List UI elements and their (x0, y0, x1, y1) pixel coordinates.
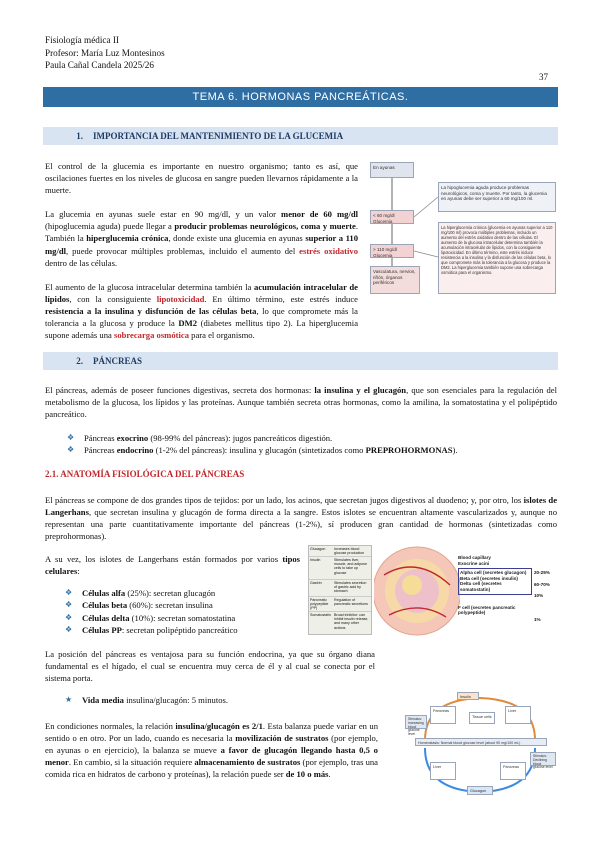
text-run: . (328, 769, 331, 780)
paragraph-relacion (45, 720, 378, 780)
node-liver-top: Liver (505, 706, 531, 724)
diagram-box-hipoglucemia: < 60 mg/dl Glucemia (370, 210, 414, 224)
text-run-bold: hiperglucemia crónica (86, 233, 169, 244)
cell-description: (10%): secretan somatostatina (129, 612, 236, 623)
text-run: (por ejemplo, tras una comida rica en hidratos de carbono y proteínas), la relación puede ser (45, 757, 378, 780)
section-2-header (43, 352, 558, 370)
half-life-list (65, 694, 375, 706)
paragraph-glucemia-control: El control de la glucemia es importante en nuestro organismo; tanto es así, que oscilaciones fuertes en los niveles de glucosa en sangre pueden llevarnos rápidamente a la muerte. (45, 161, 358, 196)
text-run: (por ejemplo, en ayunas o en ejercicio), la balanza se mueve (45, 733, 378, 756)
section-2-title: PÁNCREAS (93, 356, 143, 366)
text-run-bold: producir problemas neurológicos, coma y muerte (174, 221, 356, 232)
islet-figure (308, 545, 558, 637)
list-item (65, 612, 300, 624)
text-run-bold: almacenamiento de sustratos (194, 757, 301, 768)
diamond-bullet-icon: ❖ (65, 588, 73, 598)
node-insulin: Insulin (457, 692, 479, 700)
list-item (67, 432, 557, 444)
text-run-bold: insulina/glucagón es 2/1 (175, 721, 263, 731)
cell-description: (60%): secretan insulina (127, 600, 213, 611)
text-run-bold: PREPROHORMONAS (365, 445, 453, 456)
list-item (65, 624, 300, 636)
text-run: (1-2% del páncreas): insulina y glucagón (sintetizados como (153, 445, 366, 456)
section-1-header (43, 127, 558, 145)
paragraph-tipos-celulares (45, 553, 300, 577)
table-cell: Increases blood glucose production (334, 547, 365, 556)
text-run-bold: exocrino (116, 433, 149, 444)
percent-alpha: 20-25% (534, 570, 550, 575)
list-item (65, 599, 300, 611)
text-run: para el organismo. (189, 330, 255, 341)
professor-line: Profesor: María Luz Montesinos (45, 47, 165, 58)
legend-label-f-cell: F cell (secretes pancreatic polypeptide) (458, 604, 516, 616)
document-header (45, 34, 165, 72)
section-1-title: IMPORTANCIA DEL MANTENIMIENTO DE LA GLUCEMIA (93, 131, 344, 141)
diagram-box-organos: Vasculatura, nervios, riñón, órganos periféricos (370, 266, 420, 294)
text-run: (hipoglucemia aguda) puede llegar a (45, 221, 175, 232)
text-run-bold: acumulación intracelular de lípidos (45, 281, 358, 304)
text-run: El páncreas, además de poseer funciones digestivas, secreta dos hormonas: (45, 385, 315, 395)
text-run: . También la (45, 221, 359, 244)
hormone-table (308, 545, 372, 635)
diagram-connectors (368, 162, 556, 294)
diagram-note-hiperglucemia: La hiperglucemia crónica (glucemia en ayunas superior a 110 mg/100 ml) provoca múltiples problemas, incluido un aumento del estrés oxidativo dentro de las células. El aumento de la glucosa intracelular determina también la acumulación intracelular de lípidos, con la consiguiente lipotoxicidad. En último término, este estrés induce resistencia a la insulina y la disfunción de las células beta, lo que compromete más la tolerancia a la glucosa y produce la DM2. La hiperglucemia también supone una sobrecarga osmótica para el organismo. (438, 222, 556, 294)
text-run: ). (452, 445, 458, 456)
table-cell: Stimulates liver, muscle, and adipose cells to take up glucose (334, 558, 367, 575)
table-cell: Insulin (310, 558, 321, 562)
diagram-box-ayunas: En ayunas (370, 162, 414, 178)
percent-delta: 10% (534, 593, 544, 599)
glucemia-diagram (368, 162, 556, 294)
list-item (65, 694, 375, 706)
text-run: . En último término, este estrés induce (204, 293, 358, 304)
text-run: Páncreas (84, 445, 117, 456)
text-run: insulina/glucagón: 5 minutos. (123, 695, 229, 706)
section-2-1-cells (45, 553, 300, 636)
node-pancreas-bottom: Pancreas (500, 762, 526, 780)
cell-name: Células PP (82, 624, 122, 635)
table-row (309, 557, 371, 580)
text-run-highlight: lipotoxicidad (156, 293, 205, 304)
stimulus-increasing: Stimulus: Increasing blood glucose level (405, 715, 427, 729)
table-cell: Stimulates secretion of gastric acid by stomach (334, 581, 367, 594)
node-pancreas-top: Pancreas (430, 706, 456, 724)
section-2-body (45, 384, 557, 457)
text-run: . En cambio, si la situación requiere (68, 757, 195, 768)
list-item (65, 587, 300, 599)
author-line: Paula Cañal Candela 2025/26 (45, 60, 154, 70)
section-2-number: 2. (76, 356, 83, 366)
table-cell: Pancreatic polypeptide (PP) (310, 598, 329, 611)
node-liver-bottom: Liver (430, 762, 456, 780)
table-cell: Gastrin (310, 581, 322, 585)
pancreas-types-list (67, 432, 557, 456)
diagram-box-hiperglucemia: > 110 mg/dl Glucemia (370, 244, 414, 258)
text-run-bold: menor de 60 mg/dl (281, 209, 358, 220)
diagram-connector (414, 197, 438, 217)
islet-percents (534, 570, 550, 622)
paragraph-glucemia-ayunas (45, 208, 358, 268)
page-title: TEMA 6. HORMONAS PANCREÁTICAS. (43, 87, 558, 107)
percent-beta: 60-70% (534, 581, 550, 587)
diagram-connector (414, 251, 438, 257)
cell-description: (25%): secretan glucagón (125, 588, 216, 599)
text-run-bold: de 10 o más (285, 769, 329, 780)
text-run: (diabetes mellitus tipo 2). La hiperglucemia supone además una (45, 318, 359, 341)
cell-name: Células beta (82, 600, 128, 611)
glucose-homeostasis-diagram (405, 690, 556, 797)
text-run: (98-99% del páncreas): jugos pancreáticos digestión. (148, 433, 333, 444)
section-2-1-position (45, 648, 375, 706)
text-run: , donde existe una glucemia en ayunas (168, 233, 306, 244)
paragraph-anatomia (45, 494, 557, 542)
cell-name: Células delta (82, 612, 130, 623)
paragraph-posicion: La posición del páncreas es ventajosa para su función endocrina, ya que su órgano diana fundamental es el hígado, el cual se encuentra muy cerca de él y al cual se conecta por el sistema porta. (45, 649, 375, 684)
text-run-bold: Vida media (82, 695, 124, 706)
text-run-bold: islotes de Langerhans (45, 495, 558, 518)
text-run: : (77, 566, 80, 577)
legend-label-delta: Delta cell (secretes somatostatin) (460, 581, 502, 592)
text-run: En condiciones normales, la relación (45, 721, 176, 731)
text-run: El aumento de la glucosa intracelular determina también la (45, 281, 255, 292)
text-run: , que son esenciales para la regulación del metabolismo de la glucosa, los lípidos y las proteínas. Aunque también secreta otras hormonas, como la amilina, la somatostatina y el polipéptido pancreático. (45, 385, 558, 420)
paragraph-pancreas-hormonas (45, 384, 557, 420)
section-2-1-title: 2.1. ANATOMÍA FISIOLÓGICA DEL PÁNCREAS (45, 469, 245, 479)
table-row (309, 612, 371, 634)
course-name: Fisiología médica II (45, 35, 119, 45)
table-cell: Glucagon (310, 547, 326, 551)
islet-delta-region (402, 575, 422, 595)
text-run-bold: a favor de glucagón llegando hasta 0,5 o menor (45, 745, 378, 768)
table-cell: Regulation of pancreatic secretions (334, 598, 368, 607)
legend-label-alpha: Alpha cell (secretes glucagon) (460, 570, 527, 576)
diamond-bullet-icon: ❖ (65, 612, 73, 622)
table-cell: Broad inhibitor: can inhibit insulin release, and many other actions (334, 613, 369, 630)
text-run: La glucemia en ayunas suele estar en 90 mg/dl, y un valor (45, 209, 282, 220)
homeostasis-bar: Homeostasis: Normal blood glucose level (about 90 mg/100 mL) (415, 738, 547, 746)
percent-f: 1% (534, 616, 541, 622)
islet-illustration (374, 545, 460, 637)
node-glucagon: Glucagon (467, 786, 493, 795)
text-run: , con la consiguiente (69, 293, 157, 304)
table-row (309, 597, 371, 612)
text-run-bold: tipos celulares (45, 554, 300, 577)
text-run-bold: DM2 (178, 318, 198, 329)
section-1-number: 1. (76, 131, 83, 141)
cell-name: Células alfa (82, 588, 126, 599)
cell-description: : secretan polipéptido pancreático (121, 624, 238, 635)
table-row (309, 580, 371, 597)
legend-label: Exocrine acini (458, 560, 490, 566)
stimulus-declining: Stimulus: Declining blood glucose level (530, 752, 556, 766)
text-run: , que secretan insulina y glucagón de forma directa a la sangre. Estos islotes se encuentran altamente vascularizados y, aunque no representan una parte cuantitativamente importante del páncreas (1-2%), sí producen gran cantidad de hormonas (sintetizadas como preprohormonas). (45, 507, 557, 542)
text-run-highlight: estrés oxidativo (299, 245, 358, 256)
text-run-bold: resistencia a la insulina y disfunción de las células beta (45, 305, 257, 316)
text-run: , puede provocar múltiples problemas, incluido el aumento del (66, 245, 300, 256)
table-cell: Somatostatin (310, 613, 331, 617)
list-item (67, 444, 557, 456)
diamond-bullet-icon: ❖ (65, 624, 73, 634)
diamond-bullet-icon: ❖ (65, 600, 73, 610)
text-run: , lo que compromete más la tolerancia a la glucosa y produce la (45, 305, 359, 329)
diagram-note-hipoglucemia: La hipoglucemia aguda produce problemas neurológicos, coma y muerte. Por tanto, la glucemia en ayunas debe ser superior a 60 mg/100 ml. (438, 182, 556, 212)
text-run: Páncreas (84, 433, 117, 444)
text-run-bold: movilización de sustratos (235, 733, 329, 744)
page-number: 37 (539, 72, 548, 82)
section-2-1-intro (45, 494, 557, 542)
text-run-highlight: sobrecarga osmótica (113, 330, 189, 341)
diamond-bullet-icon: ❖ (67, 445, 75, 455)
section-1-body (45, 160, 358, 341)
text-run-bold: superior a 110 mg/dl (45, 233, 358, 256)
cell-legend-box (458, 568, 532, 594)
text-run: . Esta balanza puede variar en un sentido o en otro. Por un lado, cuando es necesaria la (45, 721, 378, 744)
node-tissue-cells: Tissue cells (469, 712, 495, 724)
paragraph-lipotoxicidad (45, 281, 358, 341)
star-bullet-icon: ★ (65, 695, 73, 705)
text-run-bold: la insulina y el glucagón (314, 385, 407, 395)
legend-label-beta: Beta cell (secretes insulin) (460, 575, 518, 581)
section-2-1-balance (45, 720, 378, 780)
cell-types-list (65, 587, 300, 636)
text-run: dentro de las células. (45, 257, 118, 268)
text-run: A su vez, los islotes de Langerhans están formados por varios (45, 554, 283, 564)
legend-label: Blood capillary (458, 555, 491, 560)
diamond-bullet-icon: ❖ (67, 433, 75, 443)
text-run: El páncreas se compone de dos grandes tipos de tejidos: por un lado, los acinos, que secretan jugos digestivos al duodeno; y, por otro, los (45, 495, 524, 505)
text-run-bold: endocrino (116, 445, 154, 456)
table-row (309, 546, 371, 557)
